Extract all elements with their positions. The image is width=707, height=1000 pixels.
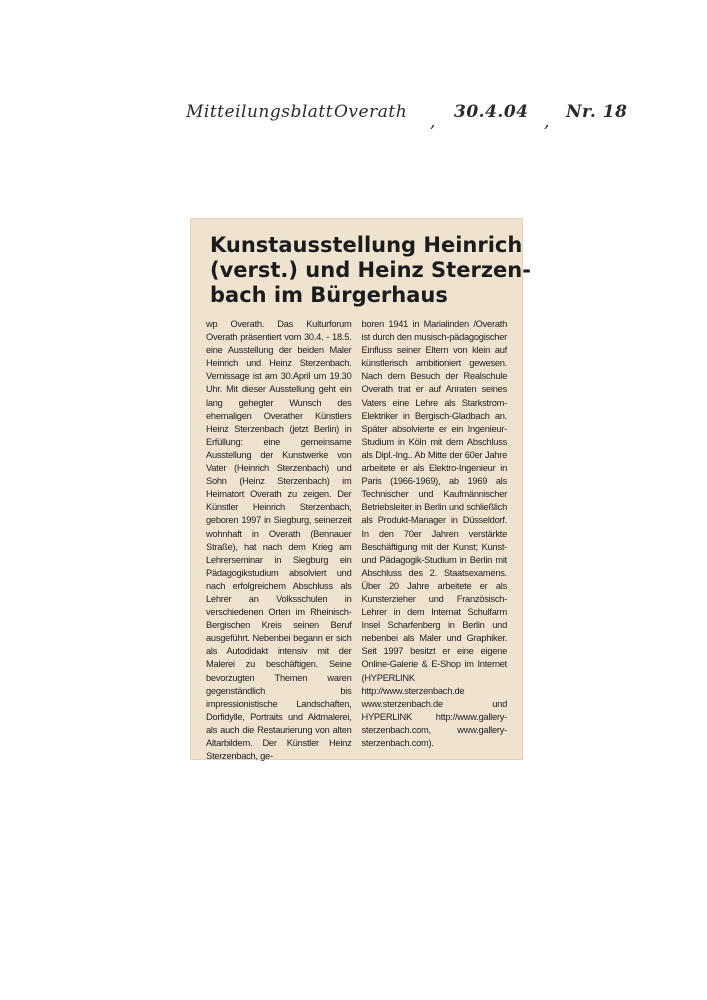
newspaper-clipping (191, 219, 531, 762)
headline-line: Kunstausstellung Heinrich (210, 233, 523, 257)
annotation-separator: , (544, 112, 550, 132)
annotation-place: Overath (334, 102, 408, 122)
headline-line: bach im Bürgerhaus (210, 283, 448, 307)
handwritten-annotation (186, 102, 626, 136)
annotation-separator: , (430, 112, 436, 132)
headline-line: (verst.) und Heinz Sterzen- (210, 258, 531, 282)
article-column-2: boren 1941 in Marialinden /Overath ist durch den musisch-pädagogischer Einfluss seiner Eltern von klein auf künstlerisch ambitioniert gewesen. Nach dem Besuch der Realschule Overath trat er auf Anraten seines Vaters eine Lehre als Starkstrom-Elektriker in Bergisch-Gladbach an. Später absolvierte er ein Ingenieur-Studium in Köln mit dem Abschluss als Dipl.-Ing.. Ab Mitte der 60er Jahre arbeitete er als Elektro-Ingenieur in Paris (1966-1969), ab 1969 als Technischer und Kaufmännischer Betriebsleiter in Berlin und schließlich als Produkt-Manager in Düsseldorf. In den 70er Jahren verstärkte Beschäftigung mit der Kunst; Kunst- und Pädagogik-Studium in Berlin mit Abschluss des 2. Staatsexamens. Über 20 Jahre arbeitete er als Kunsterzieher und Französisch-Lehrer in dem Internat Schulfarm Insel Scharfenberg in Berlin und nebenbei als Maler und Graphiker. Seit 1997 besitzt er eine eigene Online-Galerie & E-Shop im Internet (HYPERLINK http://www.sterzenbach.de www.sterzenbach.de und HYPERLINK http://www.gallery-sterzenbach.com, www.gallery-sterzenbach.com). (361, 319, 507, 748)
article-headline (206, 233, 531, 308)
article-column-1: wp Overath. Das Kulturforum Overath präsentiert vom 30.4. - 18.5. eine Ausstellung der beiden Maler Heinrich und Heinz Sterzenbach. Vernissage ist am 30.April um 19.30 Uhr. Mit dieser Ausstellung geht ein lang gehegter Wunsch des ehemaligen Overather Künstlers Heinz Sterzenbach (jetzt Berlin) in Erfüllung: eine gemeinsame Ausstellung der Kunstwerke von Vater (Heinrich Sterzenbach) und Sohn (Heinz Sterzenbach) im Heimatort Overath zu zeigen. Der Künstler Heinrich Sterzenbach, geboren 1997 in Siegburg, seinerzeit wohnhaft in Overath (Bennauer Straße), hat nach dem Krieg am Lehrerseminar in Siegburg ein Pädagogikstudium absolviert und nach erfolgreichem Abschluss als Lehrer an Volksschulen in verschiedenen Orten im Rheinisch-Bergischen Kreis seinen Beruf ausgeführt. Nebenbei begann er sich als Autodidakt intensiv mit der Malerei zu beschäftigen. Seine bevorzugten Themen waren gegenständlich bis impressionistische Landschaften, Dorfidylle, Portraits und Aktmalerei, als auch die Restaurierung von alten Altarbildern. Der Künstler Heinz Sterzenbach, ge- (206, 319, 352, 762)
article-body (206, 318, 507, 763)
annotation-source: Mitteilungsblatt (186, 102, 334, 122)
annotation-date: 30.4.04 (454, 102, 529, 122)
annotation-issue: Nr. 18 (566, 102, 628, 122)
